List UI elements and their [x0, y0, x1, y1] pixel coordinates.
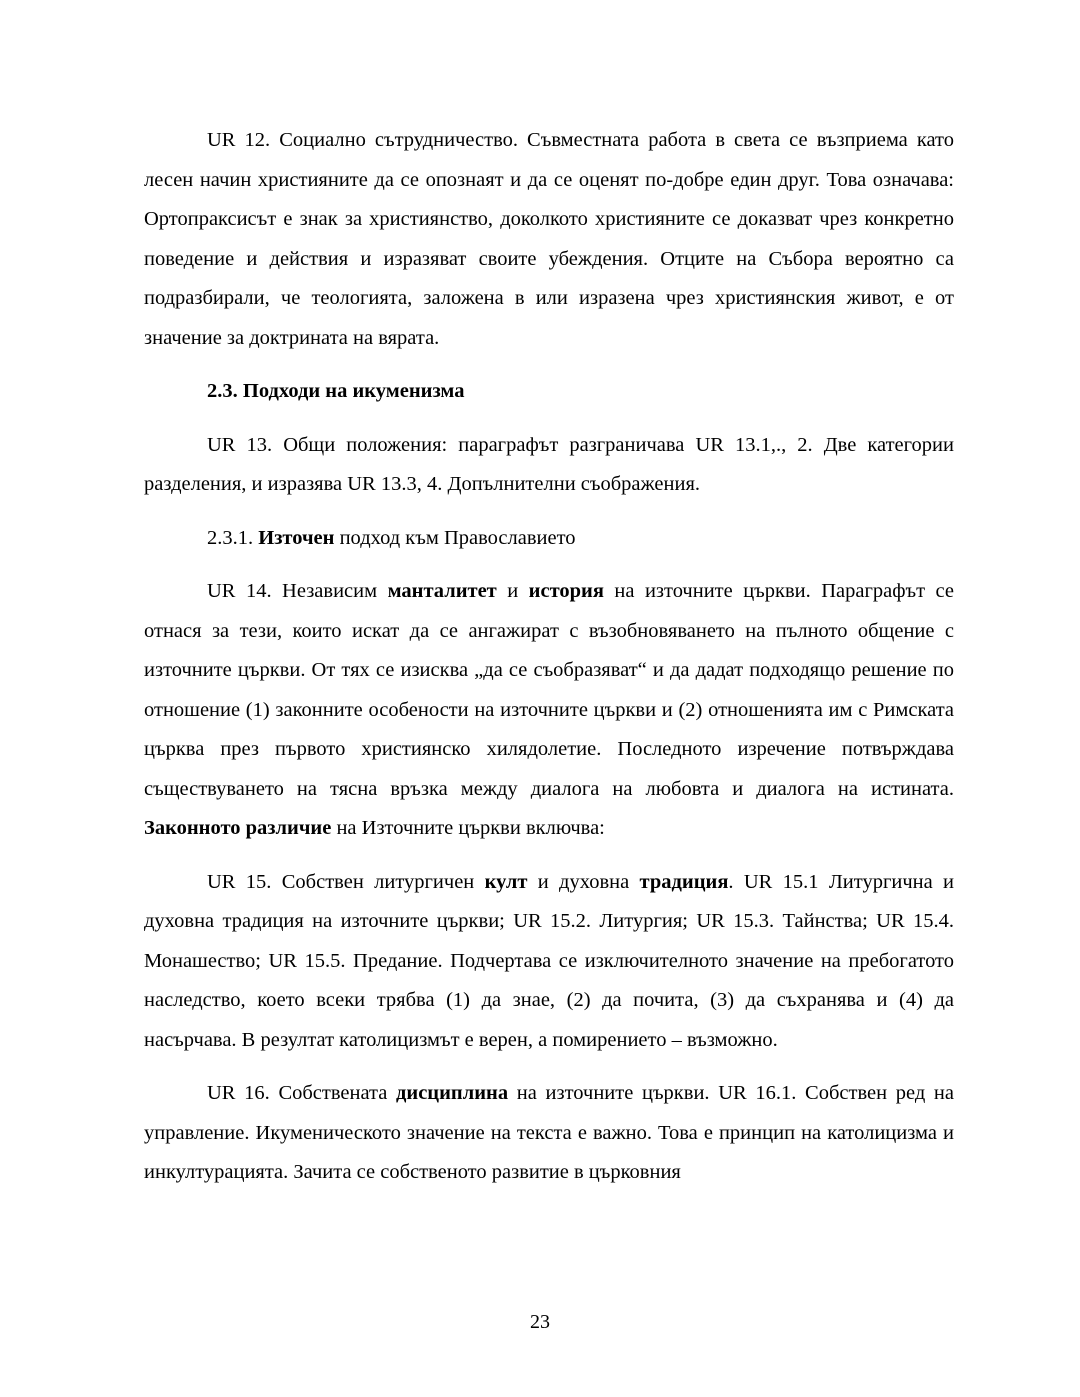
paragraph-ur12: UR 12. Социално сътрудничество. Съвместната работа в света се възприема като лесен начин християните да се опознаят и да се оценят по-добре един друг. Това означава: Ортопраксисът е знак за християнство, доколкото християните се доказват чрез конкретно поведение и действия и изразяват своите убеждения. Отците на Събора вероятно са подразбирали, че теологията, заложена в или изразена чрез християнския живот, е от значение за доктрината на вярата.: [144, 129, 954, 349]
paragraph-ur14: [144, 572, 954, 849]
ur15-part1: UR 15. Собствен литургичен: [207, 870, 485, 893]
ur14-bold-mentality: манталитет: [387, 580, 497, 602]
ur15-bold-cult: култ: [484, 870, 528, 893]
ur14-bold-legal-difference: Законното различие: [144, 817, 332, 839]
subsection-title-rest: подход към Православието: [334, 526, 576, 549]
ur15-bold-tradition: традиция: [639, 870, 729, 893]
ur16-bold-discipline: дисциплина: [396, 1082, 509, 1104]
ur15-part2: и духовна: [527, 870, 640, 893]
paragraph-ur13: UR 13. Общи положения: параграфът разграничава UR 13.1,., 2. Две категории разделения, и изразява UR 13.3, 4. Допълнителни съображения.: [144, 433, 954, 495]
subsection-number: 2.3.1.: [207, 526, 259, 549]
paragraph-ur15: [144, 863, 954, 1061]
ur15-part3: . UR 15.1 Литургична и духовна традиция на източните църкви; UR 15.2. Литургия; UR 15.3. Тайнства; UR 15.4. Монашество; UR 15.5. Предание. Подчертава се изключителното значение на пребогатото наследство, което всеки трябва (1) да знае, (2) да почита, (3) да съхранява и (4) да насърчава. В резултат католицизмът е верен, а помирението – възможно.: [144, 870, 954, 1051]
ur14-part2: и: [496, 580, 529, 602]
page-number: 23: [530, 1311, 550, 1333]
section-heading-2-3: [144, 372, 954, 412]
section-heading-2-3-text: 2.3. Подходи на икуменизма: [207, 380, 465, 402]
subsection-bold-word: Източен: [258, 526, 335, 549]
ur16-part2: на източните църкви. UR 16.1. Собствен ред на управление. Икуменическото значение на текста е важно. Това е принцип на католицизма и инкултурацията. Зачита се собственото развитие в църковния: [144, 1082, 954, 1183]
subsection-heading-2-3-1: [144, 519, 954, 559]
ur14-part3: на източните църкви. Параграфът се отнася за тези, които искат да се ангажират с възобновяването на пълното общение с източните църкви. От тях се изисква „да се съобразяват“ и да дадат подходящо решение по отношение (1) законните особености на източните църкви и (2) отношенията им с Римската църква през първото християнско хилядолетие. Последното изречение потвърждава съществуването на тясна връзка между диалога на любовта и диалога на истината.: [144, 580, 954, 800]
ur14-bold-history: история: [528, 580, 604, 602]
ur16-part1: UR 16. Собствената: [207, 1082, 397, 1104]
ur14-part1: UR 14. Независим: [207, 580, 388, 602]
ur14-part4: на Източните църкви включва:: [331, 817, 605, 839]
paragraph-ur16: [144, 1074, 954, 1193]
body-text: [144, 121, 954, 1193]
